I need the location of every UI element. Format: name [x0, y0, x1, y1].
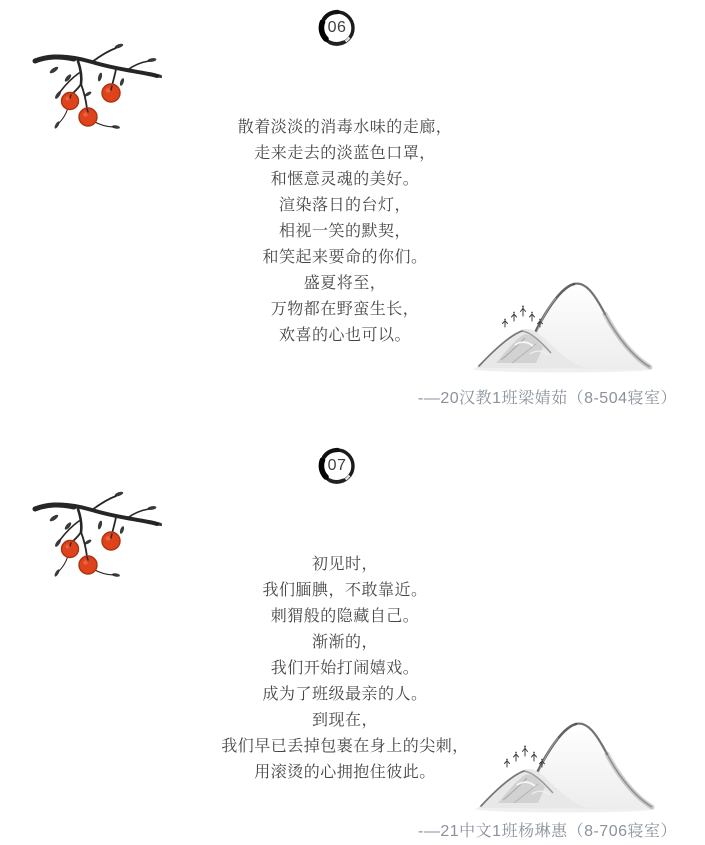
poem-line: 散着淡淡的消毒水味的走廊，: [237, 119, 453, 136]
poem-line: 渐渐的，: [311, 634, 378, 651]
mountain-icon: [472, 714, 658, 814]
section-number: 07: [327, 457, 347, 474]
poem-line: 欢喜的心也可以。: [278, 327, 411, 344]
poem-line: 初见时，: [311, 556, 378, 573]
mountain-icon: [470, 274, 656, 374]
poem-line: 走来走去的淡蓝色口罩，: [254, 145, 436, 162]
poem-line: 用滚烫的心拥抱住彼此。: [254, 764, 436, 781]
poem-line: 我们早已丢掉包裹在身上的尖刺，: [221, 738, 469, 755]
poem-line: 我们开始打闹嬉戏。: [270, 660, 420, 677]
section-number-badge: [316, 7, 358, 49]
poem-line: 刺猬般的隐藏自己。: [270, 608, 420, 625]
poem-line: 相视一笑的默契，: [278, 223, 411, 240]
poem-line: 和笑起来要命的你们。: [262, 249, 428, 266]
poem-line: 万物都在野蛮生长，: [270, 301, 420, 318]
poem-line: 成为了班级最亲的人。: [262, 686, 428, 703]
section-number-badge: [316, 445, 358, 487]
poem-line: 盛夏将至，: [303, 275, 387, 292]
attribution: -—20汉教1班梁婧茹（8-504寝室）: [418, 390, 677, 407]
attribution: -—21中文1班杨琳惠（8-706寝室）: [418, 823, 677, 840]
section-number: 06: [327, 19, 347, 36]
poem-line: 到现在，: [311, 712, 378, 729]
poem-line: 我们腼腆，不敢靠近。: [262, 582, 428, 599]
poem-line: 渲染落日的台灯，: [278, 197, 411, 214]
poem-line: 和惬意灵魂的美好。: [270, 171, 420, 188]
